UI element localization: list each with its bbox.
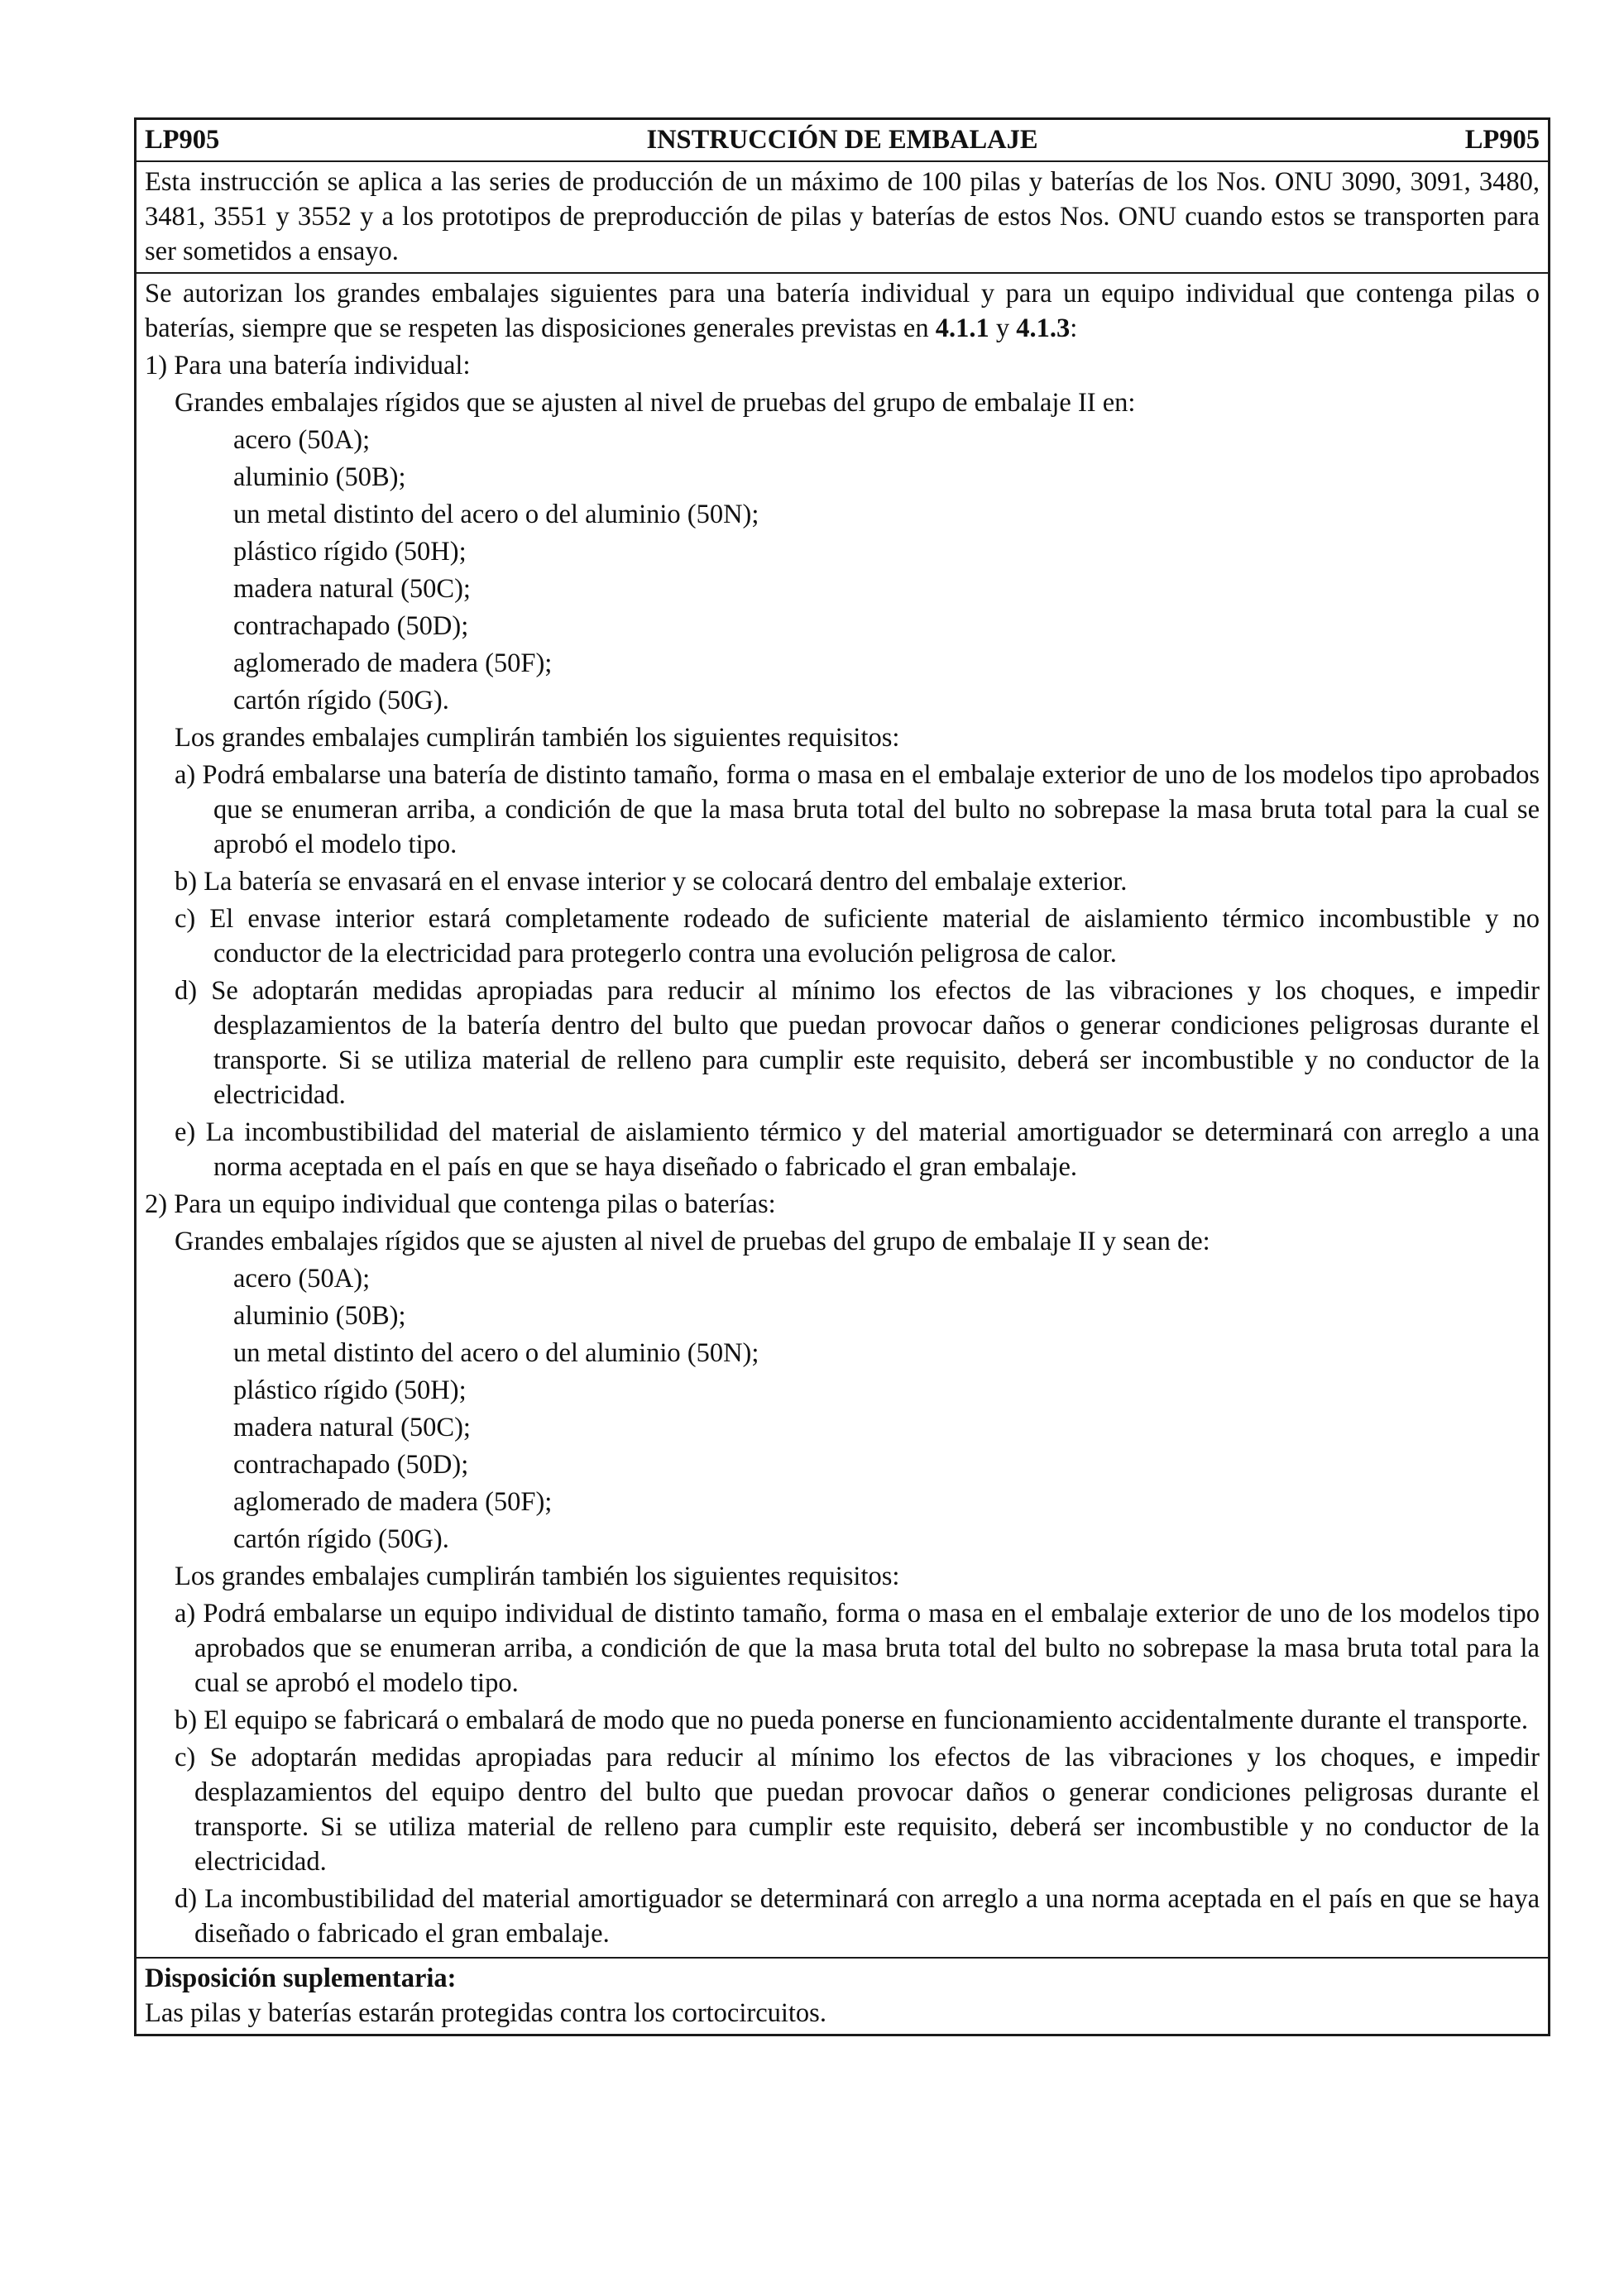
intro-connector: y bbox=[989, 313, 1017, 343]
section2-materials bbox=[145, 1261, 1540, 1557]
section2-material: aluminio (50B); bbox=[233, 1301, 406, 1331]
section2-requirement-b: b) El equipo se fabricará o embalará de modo que no pueda ponerse en funcionamiento accidentalmente durante el transporte. bbox=[175, 1705, 1529, 1735]
section1-material: aglomerado de madera (50F); bbox=[233, 648, 553, 678]
section2-requirements-lead: Los grandes embalajes cumplirán también los siguientes requisitos: bbox=[175, 1562, 900, 1591]
section2-material: madera natural (50C); bbox=[233, 1413, 471, 1442]
header-row bbox=[137, 120, 1548, 162]
section1-requirements bbox=[145, 758, 1540, 1184]
section2-material: contrachapado (50D); bbox=[233, 1450, 469, 1480]
main-provisions-row bbox=[137, 274, 1548, 1959]
section1-material: contrachapado (50D); bbox=[233, 611, 469, 641]
supplementary-heading: Disposición suplementaria: bbox=[145, 1964, 457, 1993]
section1-material: acero (50A); bbox=[233, 425, 371, 455]
section1-requirement-b: b) La batería se envasará en el envase interior y se colocará dentro del embalaje exterior. bbox=[175, 867, 1128, 897]
section2-material: plástico rígido (50H); bbox=[233, 1375, 467, 1405]
scope-row bbox=[137, 162, 1548, 274]
ref-4-1-3: 4.1.3 bbox=[1016, 313, 1071, 343]
section1-material: aluminio (50B); bbox=[233, 462, 406, 492]
section1-material: plástico rígido (50H); bbox=[233, 537, 467, 567]
section2-material: un metal distinto del acero o del aluminio (50N); bbox=[233, 1338, 759, 1368]
section1-requirement-a: a) Podrá embalarse una batería de distinto tamaño, forma o masa en el embalaje exterior de uno de los modelos tipo aprobados que se enumeran arriba, a condición de que la masa bruta total del bulto no sobrepase la masa bruta total para la cual se aprobó el modelo tipo. bbox=[175, 760, 1540, 859]
instruction-code-left: LP905 bbox=[145, 125, 220, 155]
section2-material: acero (50A); bbox=[233, 1264, 371, 1294]
ref-4-1-1: 4.1.1 bbox=[935, 313, 989, 343]
section2-material: aglomerado de madera (50F); bbox=[233, 1487, 553, 1517]
instruction-code-right: LP905 bbox=[1464, 125, 1540, 155]
section2-requirements bbox=[145, 1596, 1540, 1951]
section2-requirement-c: c) Se adoptarán medidas apropiadas para reducir al mínimo los efectos de las vibraciones y los choques, e impedir desplazamientos del equipo dentro del bulto que puedan provocar daños o generar condiciones peligrosas durante el transporte. Si se utiliza material de relleno para cumplir este requisito, deberá ser incombustible y no conductor de la electricidad. bbox=[175, 1743, 1540, 1877]
supplementary-row bbox=[137, 1959, 1548, 2034]
section1-lead: Grandes embalajes rígidos que se ajusten al nivel de pruebas del grupo de embalaje II en: bbox=[175, 388, 1136, 418]
instruction-title: INSTRUCCIÓN DE EMBALAJE bbox=[646, 125, 1038, 155]
intro-end: : bbox=[1070, 313, 1078, 343]
intro-text: Se autorizan los grandes embalajes siguientes para una batería individual y para un equipo individual que contenga pilas o baterías, siempre que se respeten las disposiciones generales previstas en bbox=[145, 279, 1540, 343]
section1-materials bbox=[145, 423, 1540, 718]
section1-material: madera natural (50C); bbox=[233, 574, 471, 604]
section1-requirement-c: c) El envase interior estará completamente rodeado de suficiente material de aislamiento térmico incombustible y no conductor de la electricidad para protegerlo contra una evolución peligrosa de calor. bbox=[175, 904, 1540, 969]
section2-heading: 2) Para un equipo individual que contenga pilas o baterías: bbox=[145, 1189, 776, 1219]
section1-heading: 1) Para una batería individual: bbox=[145, 351, 471, 380]
section2-lead: Grandes embalajes rígidos que se ajusten al nivel de pruebas del grupo de embalaje II y sean de: bbox=[175, 1227, 1210, 1256]
section2-requirement-a: a) Podrá embalarse un equipo individual de distinto tamaño, forma o masa en el embalaje exterior de uno de los modelos tipo aprobados que se enumeran arriba, a condición de que la masa bruta total del bulto no sobrepase la masa bruta total para la cual se aprobó el modelo tipo. bbox=[175, 1599, 1540, 1698]
section1-material: cartón rígido (50G). bbox=[233, 686, 449, 715]
section1-requirement-d: d) Se adoptarán medidas apropiadas para reducir al mínimo los efectos de las vibraciones y los choques, e impedir desplazamientos de la batería dentro del bulto que puedan provocar daños o generar condiciones peligrosas durante el transporte. Si se utiliza material de relleno para cumplir este requisito, deberá ser incombustible y no conductor de la electricidad. bbox=[175, 976, 1540, 1110]
section1-material: un metal distinto del acero o del aluminio (50N); bbox=[233, 500, 759, 529]
supplementary-text: Las pilas y baterías estarán protegidas contra los cortocircuitos. bbox=[145, 1998, 826, 2028]
packing-instruction-table bbox=[134, 117, 1550, 2036]
section1-requirement-e: e) La incombustibilidad del material de aislamiento térmico y del material amortiguador se determinará con arreglo a una norma aceptada en el país en que se haya diseñado o fabricado el gran embalaje. bbox=[175, 1117, 1540, 1182]
intro-paragraph bbox=[145, 276, 1540, 346]
section2-requirement-d: d) La incombustibilidad del material amortiguador se determinará con arreglo a una norma aceptada en el país en que se haya diseñado o fabricado el gran embalaje. bbox=[175, 1884, 1540, 1949]
section1-requirements-lead: Los grandes embalajes cumplirán también los siguientes requisitos: bbox=[175, 723, 900, 753]
scope-text: Esta instrucción se aplica a las series de producción de un máximo de 100 pilas y baterías de los Nos. ONU 3090, 3091, 3480, 3481, 3551 y 3552 y a los prototipos de preproducción de pilas y baterías de estos Nos. ONU cuando estos se transporten para ser sometidos a ensayo. bbox=[145, 167, 1540, 266]
section2-material: cartón rígido (50G). bbox=[233, 1524, 449, 1554]
